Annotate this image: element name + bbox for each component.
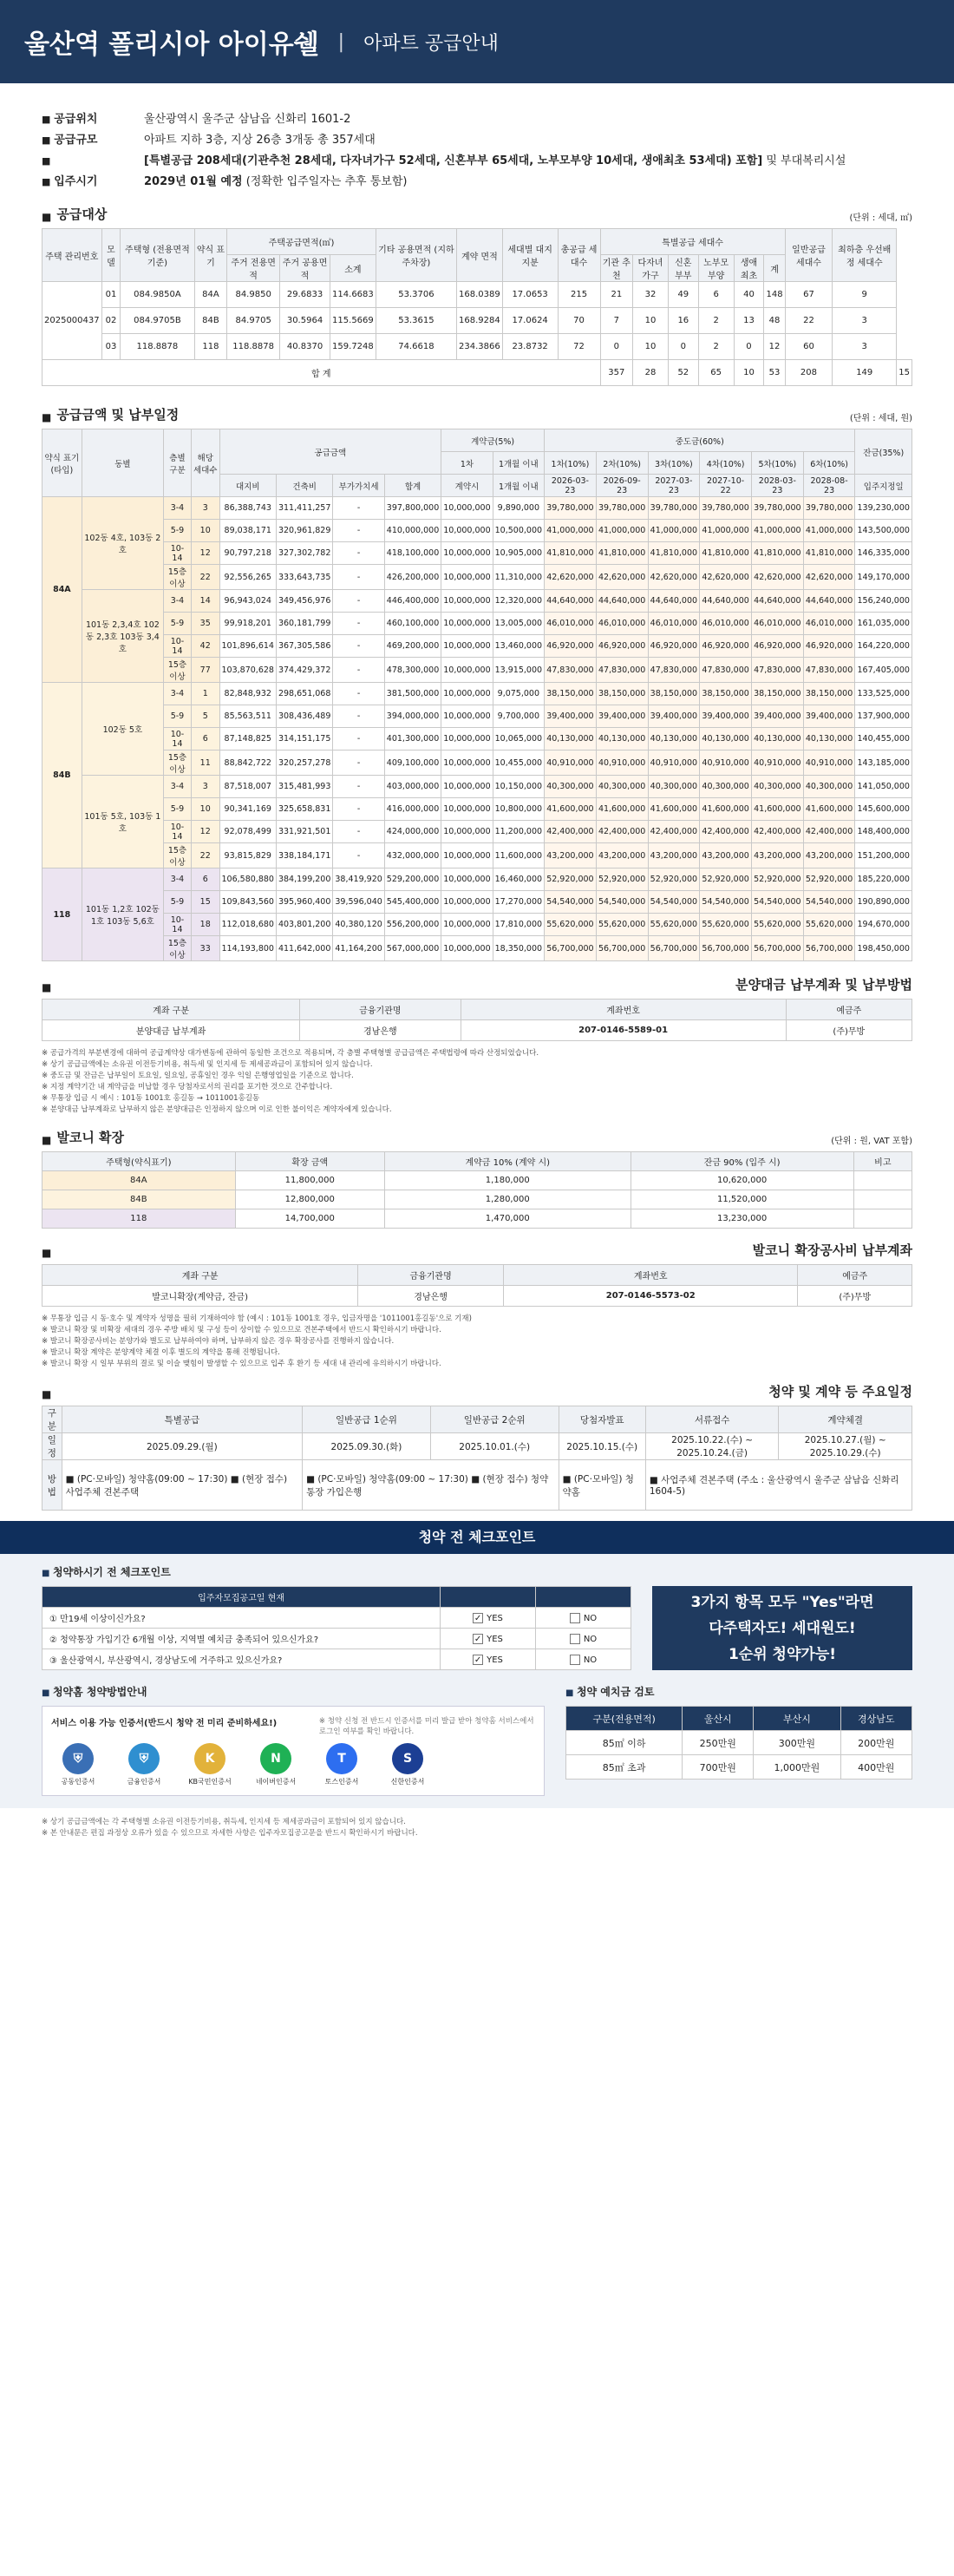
balcony-account-table: 계좌 구분 금융기관명 계좌번호 예금주 발코니확장(계약금, 잔금) 경남은행 207-0146-5573-02 (주)무방 <box>42 1264 912 1307</box>
checklist-row: ③ 울산광역시, 부산광역시, 경상남도에 거주하고 있으신가요? ✓ YES NO <box>42 1649 631 1670</box>
certificate-app[interactable]: T 토스인증서 <box>315 1743 369 1786</box>
page-subtitle: 아파트 공급안내 <box>363 32 499 55</box>
balcony-row: 84B 12,800,000 1,280,000 11,520,000 <box>42 1190 912 1209</box>
certificate-app[interactable]: K KB국민인증서 <box>183 1743 237 1786</box>
note-line: ※ 지정 계약기간 내 계약금을 미납할 경우 당첨자로서의 권리를 포기한 것으로 간주합니다. <box>42 1083 333 1091</box>
price-row: 15층 이상 33 114,193,800 411,642,000 41,164,200 567,000,000 10,000,000 18,350,000 56,700,000 56,700,000 56,700,000 56,700,000 56,700,000 56,700,000 198,450,000 <box>42 936 912 961</box>
price-row: 5-9 10 89,038,171 320,961,829 - 410,000,000 10,000,000 10,500,000 41,000,000 41,000,000 41,000,000 41,000,000 41,000,000 41,000,000 143,500,000 <box>42 520 912 542</box>
supply-scale: 아파트 지하 3층, 지상 26층 3개동 총 357세대 <box>144 134 376 147</box>
balcony-table: 주택형(약식표기) 확장 금액 계약금 10% (계약 시) 잔금 90% (입주 시) 비고 84A 11,800,000 1,180,000 10,620,000 84B 12,800,000 1,280,000 11,520,000 118 14,700,000 1,470,000 13,230,000 <box>42 1151 912 1229</box>
yes-checkbox[interactable]: ✓ YES <box>441 1649 536 1670</box>
price-row: 15층 이상 22 92,556,265 333,643,735 - 426,200,000 10,000,000 11,310,000 42,620,000 42,620,000 42,620,000 42,620,000 42,620,000 42,620,000 149,170,000 <box>42 565 912 590</box>
special-supply-summary: [특별공급 208세대(기관추천 28세대, 다자녀가구 52세대, 신혼부부 65세대, 노부모부양 10세대, 생애최초 53세대) 포함] <box>144 154 763 167</box>
price-dong: 102동 4호, 103동 2호 <box>82 497 163 590</box>
price-row: 15층 이상 77 103,870,628 374,429,372 - 478,300,000 10,000,000 13,915,000 47,830,000 47,830,000 47,830,000 47,830,000 47,830,000 47,830,000 167,405,000 <box>42 658 912 683</box>
price-dong: 101동 2,3,4호 102동 2,3호 103동 3,4호 <box>82 590 163 683</box>
price-row: 10-14 42 101,896,614 367,305,586 - 469,200,000 10,000,000 13,460,000 46,920,000 46,920,000 46,920,000 46,920,000 46,920,000 46,920,000 164,220,000 <box>42 635 912 658</box>
deposit-table: 구분(전용면적) 울산시 부산시 경상남도 85㎡ 이하 250만원 300만원 200만원 85㎡ 초과 700만원 1,000만원 400만원 <box>565 1706 912 1780</box>
note-line: ※ 중도금 및 잔금은 납부일이 토요일, 일요일, 공휴일인 경우 익일 은행영업일을 기준으로 합니다. <box>42 1072 354 1080</box>
price-row: 15층 이상 11 88,842,722 320,257,278 - 409,100,000 10,000,000 10,455,000 40,910,000 40,910,000 40,910,000 40,910,000 40,910,000 40,910,000 143,185,000 <box>42 751 912 776</box>
price-type: 84B <box>42 683 82 868</box>
schedule-table: 구분 특별공급 일반공급 1순위 일반공급 2순위 당첨자발표 서류접수 계약체결 일정 2025.09.29.(월) 2025.09.30.(화) 2025.10.01.(수) 2025.10.15.(수) 2025.10.22.(수) ~ 2025.10.24.(금) 2025.10.27.(월) ~ 2025.10.29.(수) 방법 ■ (PC·모바일) 청약홈(09:00 ~ 17:30) ■ (현장 접수) 사업주체 견본주택 ■ (PC·모바일) 청약홈(09:00 ~ 17:30) ■ (현장 접수) 청약통장 가입은행 ■ (PC·모바일) 청약홈 ■ 사업주체 견본주택 (주소 : 울산광역시 울주군 삼남읍 신화리 1604-5) <box>42 1406 912 1511</box>
balcony-notes <box>0 1307 954 1370</box>
price-row: 10-14 12 90,797,218 327,302,782 - 418,100,000 10,000,000 10,905,000 41,810,000 41,810,000 41,810,000 41,810,000 41,810,000 41,810,000 146,335,000 <box>42 542 912 565</box>
certificate-icon: ⛨ <box>62 1743 94 1774</box>
price-dong: 102동 5호 <box>82 683 163 776</box>
note-line: ※ 무통장 입금 시 예시 : 101동 1001호 홍길동 → 1011001홍길동 <box>42 1094 260 1103</box>
footer-notes <box>0 1808 954 1848</box>
price-row: 10-14 12 92,078,499 331,921,501 - 424,000,000 10,000,000 11,200,000 42,400,000 42,400,000 42,400,000 42,400,000 42,400,000 42,400,000 148,400,000 <box>42 821 912 843</box>
note-line: ※ 발코니 확장 계약은 분양계약 체결 이후 별도의 계약을 통해 진행됩니다. <box>42 1348 280 1357</box>
price-dong: 101동 5호, 103동 1호 <box>82 776 163 868</box>
no-checkbox[interactable]: NO <box>536 1629 631 1649</box>
eligibility-checklist: 입주자모집공고일 현재 ① 만19세 이상이신가요? ✓ YES NO ② 청약통장 가입기간 6개월 이상, 지역별 예치금 충족되어 있으신가요? ✓ YES NO ③ 울산광역시, 부산광역시, 경상남도에 거주하고 있으신가요? ✓ YES NO <box>42 1586 631 1670</box>
note-line: ※ 분양대금 납부계좌로 납부하지 않은 분양대금은 인정하지 않으며 이로 인한 불이익은 계약자에게 있습니다. <box>42 1105 392 1114</box>
certificate-icon: ⛨ <box>128 1743 160 1774</box>
account-section-title: ■ 분양대금 납부계좌 및 납부방법 <box>0 975 954 993</box>
certificate-icon: S <box>392 1743 423 1774</box>
certificate-icon: N <box>260 1743 291 1774</box>
certificate-icon: K <box>194 1743 225 1774</box>
certificate-app[interactable]: S 신한인증서 <box>381 1743 435 1786</box>
price-row: 84A 102동 4호, 103동 2호 3-4 3 86,388,743 311,411,257 - 397,800,000 10,000,000 9,890,000 39,780,000 39,780,000 39,780,000 39,780,000 39,780,000 39,780,000 139,230,000 <box>42 497 912 520</box>
price-type: 118 <box>42 868 82 961</box>
info-block: ■ 공급위치 울산광역시 울주군 삼남읍 신화리 1601-2 ■ 공급규모 아파트 지하 3층, 지상 26층 3개동 총 357세대 ■ [특별공급 208세대(기관추천 28세대, 다자녀가구 52세대, 신혼부부 65세대, 노부모부양 10세대, 생애최초 53세대) 포함] 및 부대복리시설 ■ 입주시기 2029년 01월 예정 (정확한 입주일자는 추후 통보함) <box>0 83 954 193</box>
certificate-icon: T <box>326 1743 357 1774</box>
note-line: ※ 발코니 확장공사비는 분양가와 별도로 납부하여야 하며, 납부하지 않은 경우 확장공사를 진행하지 않습니다. <box>42 1337 395 1346</box>
price-row: 10-14 18 112,018,680 403,801,200 40,380,120 556,200,000 10,000,000 17,810,000 55,620,000 55,620,000 55,620,000 55,620,000 55,620,000 55,620,000 194,670,000 <box>42 914 912 936</box>
account-notes <box>0 1041 954 1116</box>
supply-row: 03 118.8878 118 118.8878 40.8370 159.7248 74.6618 234.3866 23.8732 72 0 10 0 2 0 12 60 3 <box>42 334 912 360</box>
balcony-row: 84A 11,800,000 1,180,000 10,620,000 <box>42 1171 912 1190</box>
price-row: 101동 5호, 103동 1호 3-4 3 87,518,007 315,481,993 - 403,000,000 10,000,000 10,150,000 40,300,000 40,300,000 40,300,000 40,300,000 40,300,000 40,300,000 141,050,000 <box>42 776 912 798</box>
checklist-row: ① 만19세 이상이신가요? ✓ YES NO <box>42 1608 631 1629</box>
price-row: 5-9 5 85,563,511 308,436,489 - 394,000,000 10,000,000 9,700,000 39,400,000 39,400,000 39,400,000 39,400,000 39,400,000 39,400,000 137,900,000 <box>42 705 912 728</box>
certificate-box: 서비스 이용 가능 인증서(반드시 청약 전 미리 준비하세요!) ※ 청약 신청 전 반드시 인증서를 미리 발급 받아 청약홈 서비스에서 로그인 여부를 확인 바랍니다. ⛨ 공동인증서 ⛨ 금융인증서 K KB국민인증서 N 네이버인증서 T 토스인증서 S 신한인증서 <box>42 1706 545 1796</box>
checkpoint-area: ■ 청약하시기 전 체크포인트 입주자모집공고일 현재 ① 만19세 이상이신가요? ✓ YES NO ② 청약통장 가입기간 6개월 이상, 지역별 예치금 충족되어 있으신가요? ✓ YES NO ③ 울산광역시, 부산광역시, 경상남도에 거주하고 있으신가요? ✓ YES NO 3가지 항목 모두 "Yes"라면 다주택자도! 세대원도! 1순위 청약가능! ■ 청약홈 청약방법안내 서비스 이용 가능 인증서(반드시 청약 전 미리 준비하세요!) ※ 청약 신청 전 반드시 인증서를 미리 발급 받아 청약홈 서비스에서 로그인 여부를 확인 바랍니다. ⛨ 공동인증서 ⛨ 금융인증서 K KB국민인증서 N 네이버인증서 T 토스인증서 S 신한인증서 ■ 청약 예치금 검토 구분(전용면적) 울산시 부산시 경상남도 85㎡ 이하 250만원 300만원 200만원 85㎡ 초과 700만원 1,000만원 400만원 <box>0 1554 954 1808</box>
price-row: 5-9 15 109,843,560 395,960,400 39,596,040 545,400,000 10,000,000 17,270,000 54,540,000 54,540,000 54,540,000 54,540,000 54,540,000 54,540,000 190,890,000 <box>42 891 912 914</box>
price-section-title: ■ 공급금액 및 납부일정 (단위 : 세대, 원) <box>0 405 954 423</box>
balcony-account-title: ■ 발코니 확장공사비 납부계좌 <box>0 1241 954 1259</box>
supply-table: 주택 관리번호 모델 주택형 (전용면적기준) 약식 표기 주택공급면적(㎡) 기타 공용면적 (지하주차장) 계약 면적 세대별 대지지분 총공급 세대수 특별공급 세대수 일반공급 세대수 최하층 우선배정 세대수 주거 전용면적 주거 공용면적 소계 기관 추천 다자녀 가구 신혼 부부 노부모 부양 생애 최초 계 2025000437 01 084.9850A 84A 84.9850 29.6833 114.6683 53.3706 168.0389 17.0653 215 21 32 49 6 40 148 67 9 02 084.9705B 84B 84.9705 30.5964 115.5669 53.3615 168.9284 17.0624 70 7 10 16 2 13 48 22 3 03 118.8878 118 118.8878 40.8370 159.7248 74.6618 234.3866 23.8732 72 0 10 0 2 0 12 60 3 합 계 357 28 52 65 10 53 208 149 15 <box>42 228 912 386</box>
account-table: 계좌 구분 금융기관명 계좌번호 예금주 분양대금 납부계좌 경남은행 207-0146-5589-01 (주)무방 <box>42 999 912 1041</box>
supply-section-title: ■ 공급대상 (단위 : 세대, ㎡) <box>0 205 954 223</box>
yes-checkbox[interactable]: ✓ YES <box>441 1629 536 1649</box>
supply-location: 울산광역시 울주군 삼남읍 신화리 1601-2 <box>144 113 351 126</box>
price-row: 101동 2,3,4호 102동 2,3호 103동 3,4호 3-4 14 96,943,024 349,456,976 - 446,400,000 10,000,000 12,320,000 44,640,000 44,640,000 44,640,000 44,640,000 44,640,000 44,640,000 156,240,000 <box>42 590 912 613</box>
movein-date: 2029년 01월 예정 <box>144 175 243 188</box>
price-row: 84B 102동 5호 3-4 1 82,848,932 298,651,068 - 381,500,000 10,000,000 9,075,000 38,150,000 38,150,000 38,150,000 38,150,000 38,150,000 38,150,000 133,525,000 <box>42 683 912 705</box>
note-line: ※ 상기 공급금액에는 소유권 이전등기비용, 취득세 및 인지세 등 제세공과금이 포함되어 있지 않습니다. <box>42 1060 373 1069</box>
balcony-section-title: ■ 발코니 확장 (단위 : 원, VAT 포함) <box>0 1128 954 1146</box>
price-row: 118 101동 1,2호 102동 1호 103동 5,6호 3-4 6 106,580,880 384,199,200 38,419,920 529,200,000 10,000,000 16,460,000 52,920,000 52,920,000 52,920,000 52,920,000 52,920,000 52,920,000 185,220,000 <box>42 868 912 891</box>
certificate-app[interactable]: N 네이버인증서 <box>249 1743 303 1786</box>
checklist-row: ② 청약통장 가입기간 6개월 이상, 지역별 예치금 충족되어 있으신가요? ✓ YES NO <box>42 1629 631 1649</box>
no-checkbox[interactable]: NO <box>536 1608 631 1629</box>
header-banner: 울산역 폴리시아 아이유쉘 | 아파트 공급안내 <box>0 0 954 83</box>
certificate-app[interactable]: ⛨ 공동인증서 <box>51 1743 105 1786</box>
supply-row: 02 084.9705B 84B 84.9705 30.5964 115.5669 53.3615 168.9284 17.0624 70 7 10 16 2 13 48 22 3 <box>42 308 912 334</box>
account-number: 207-0146-5589-01 <box>461 1020 786 1041</box>
price-dong: 101동 1,2호 102동 1호 103동 5,6호 <box>82 868 163 961</box>
no-checkbox[interactable]: NO <box>536 1649 631 1670</box>
note-line: ※ 공급가격의 부분변경에 대하여 공급계약상 대가변동에 관하여 동일한 조건으로 적용되며, 각 층별 주택형별 공급금액은 주택법령에 따라 산정되었습니다. <box>42 1049 539 1058</box>
price-row: 5-9 35 99,918,201 360,181,799 - 460,100,000 10,000,000 13,005,000 46,010,000 46,010,000 46,010,000 46,010,000 46,010,000 46,010,000 161,035,000 <box>42 613 912 635</box>
schedule-section-title: ■ 청약 및 계약 등 주요일정 <box>0 1382 954 1400</box>
note-line: ※ 발코니 확장 시 일부 부위의 결로 및 이슬 맺힘이 발생할 수 있으므로 입주 후 환기 등 세대 내 관리에 유의하시기 바랍니다. <box>42 1360 441 1368</box>
balcony-row: 118 14,700,000 1,470,000 13,230,000 <box>42 1209 912 1229</box>
price-row: 10-14 6 87,148,825 314,151,175 - 401,300,000 10,000,000 10,065,000 40,130,000 40,130,000 40,130,000 40,130,000 40,130,000 40,130,000 140,455,000 <box>42 728 912 751</box>
note-line: ※ 본 안내문은 편집 과정상 오류가 있을 수 있으므로 자세한 사항은 입주자모집공고문을 반드시 확인하시기 바랍니다. <box>42 1829 418 1838</box>
yes-checkbox[interactable]: ✓ YES <box>441 1608 536 1629</box>
page-title: 울산역 폴리시아 아이유쉘 <box>24 29 319 60</box>
note-line: ※ 무통장 입금 시 동·호수 및 계약자 성명을 필히 기재하여야 함 (예시 : 101동 1001호 경우, 입금자명을 '1011001홍길동'으로 기재) <box>42 1314 472 1323</box>
note-line: ※ 상기 공급금액에는 각 주택형별 소유권 이전등기비용, 취득세, 인지세 등 제세공과금이 포함되어 있지 않습니다. <box>42 1818 406 1826</box>
eligibility-callout: 3가지 항목 모두 "Yes"라면 다주택자도! 세대원도! 1순위 청약가능! <box>652 1586 912 1670</box>
note-line: ※ 발코니 확장 및 비확장 세대의 경우 주방 배치 및 구성 등이 상이할 수 있으므로 견본주택에서 반드시 확인하시기 바랍니다. <box>42 1326 441 1334</box>
supply-row: 2025000437 01 084.9850A 84A 84.9850 29.6833 114.6683 53.3706 168.0389 17.0653 215 21 32 49 6 40 148 67 9 <box>42 282 912 308</box>
price-row: 15층 이상 22 93,815,829 338,184,171 - 432,000,000 10,000,000 11,600,000 43,200,000 43,200,000 43,200,000 43,200,000 43,200,000 43,200,000 151,200,000 <box>42 843 912 868</box>
price-row: 5-9 10 90,341,169 325,658,831 - 416,000,000 10,000,000 10,800,000 41,600,000 41,600,000 41,600,000 41,600,000 41,600,000 41,600,000 145,600,000 <box>42 798 912 821</box>
checkpoint-banner: 청약 전 체크포인트 <box>0 1521 954 1554</box>
price-table: 약식 표기 (타입) 동별 층별 구분 해당 세대수 공급금액 계약금(5%) 중도금(60%) 잔금(35%) 1차 1개월 이내 1차(10%) 2차(10%) 3차(10%) 4차(10%) 5차(10%) 6차(10%) 대지비 건축비 부가가치세 합계 계약시 1개월 이내 2026-03-23 2026-09-23 2027-03-23 2027-10-22 2028-03-23 2028-08-23 입주지정일 84A 102동 4호, 103동 2호 3-4 3 86,388,743 311,411,257 - 397,800,000 10,000,000 9,890,000 39,780,000 39,780,000 39,780,000 39,780,000 39,780,000 39,780,000 139,230,000 5-9 10 89,038,171 320,961,829 - 410,000,000 10,000,000 10,500,000 41,000,000 41,000,000 41,000,000 41,000,000 41,000,000 41,000,000 143,500,000 10-14 12 90,797,218 327,302,782 - 418,100,000 10,000,000 10,905,000 41,810,000 41,810,000 41,810,000 41,810,000 41,810,000 41,810,000 146,335,000 15층 이상 22 92,556,265 333,643,735 - 426,200,000 10,000,000 11,310,000 42,620,000 42,620,000 42,620,000 42,620,000 42,620,000 42,620,000 149,170,000 101동 2,3,4호 102동 2,3호 103동 3,4호 3-4 14 96,943,024 349,456,976 - 446,400,000 10,000,000 12,320,000 44,640,000 44,640,000 44,640,000 44,640,000 44,640,000 44,640,000 156,240,000 5-9 35 99,918,201 360,181,799 - 460,100,000 10,000,000 13,005,000 46,010,000 46,010,000 46,010,000 46,010,000 46,010,000 46,010,000 161,035,000 10-14 42 101,896,614 367,305,586 - 469,200,000 10,000,000 13,460,000 46,920,000 46,920,000 46,920,000 46,920,000 46,920,000 46,920,000 164,220,000 15층 이상 77 103,870,628 374,429,372 - 478,300,000 10,000,000 13,915,000 47,830,000 47,830,000 47,830,000 47,830,000 47,830,000 47,830,000 167,405,000 84B 102동 5호 3-4 1 82,848,932 298,651,068 - 381,500,000 10,000,000 9,075,000 38,150,000 38,150,000 38,150,000 38,150,000 38,150,000 38,150,000 133,525,000 5-9 5 85,563,511 308,436,489 - 394,000,000 10,000,000 9,700,000 39,400,000 39,400,000 39,400,000 39,400,000 39,400,000 39,400,000 137,900,000 10-14 6 87,148,825 314,151,175 - 401,300,000 10,000,000 10,065,000 40,130,000 40,130,000 40,130,000 40,130,000 40,130,000 40,130,000 140,455,000 15층 이상 11 88,842,722 320,257,278 - 409,100,000 10,000,000 10,455,000 40,910,000 40,910,000 40,910,000 40,910,000 40,910,000 40,910,000 143,185,000 101동 5호, 103동 1호 3-4 3 87,518,007 315,481,993 - 403,000,000 10,000,000 10,150,000 40,300,000 40,300,000 40,300,000 40,300,000 40,300,000 40,300,000 141,050,000 5-9 10 90,341,169 325,658,831 - 416,000,000 10,000,000 10,800,000 41,600,000 41,600,000 41,600,000 41,600,000 41,600,000 41,600,000 145,600,000 10-14 12 92,078,499 331,921,501 - 424,000,000 10,000,000 11,200,000 42,400,000 42,400,000 42,400,000 42,400,000 42,400,000 42,400,000 148,400,000 15층 이상 22 93,815,829 338,184,171 - 432,000,000 10,000,000 11,600,000 43,200,000 43,200,000 43,200,000 43,200,000 43,200,000 43,200,000 151,200,000 118 101동 1,2호 102동 1호 103동 5,6호 3-4 6 106,580,880 384,199,200 38,419,920 529,200,000 10,000,000 16,460,000 52,920,000 52,920,000 52,920,000 52,920,000 52,920,000 52,920,000 185,220,000 5-9 15 109,843,560 395,960,400 39,596,040 545,400,000 10,000,000 17,270,000 54,540,000 54,540,000 54,540,000 54,540,000 54,540,000 54,540,000 190,890,000 10-14 18 112,018,680 403,801,200 40,380,120 556,200,000 10,000,000 17,810,000 55,620,000 55,620,000 55,620,000 55,620,000 55,620,000 55,620,000 194,670,000 15층 이상 33 114,193,800 411,642,000 41,164,200 567,000,000 10,000,000 18,350,000 56,700,000 56,700,000 56,700,000 56,700,000 56,700,000 56,700,000 198,450,000 <box>42 429 912 961</box>
supply-total-row: 합 계 357 28 52 65 10 53 208 149 15 <box>42 360 912 386</box>
certificate-app[interactable]: ⛨ 금융인증서 <box>117 1743 171 1786</box>
house-number: 2025000437 <box>42 282 102 360</box>
price-type: 84A <box>42 497 82 683</box>
